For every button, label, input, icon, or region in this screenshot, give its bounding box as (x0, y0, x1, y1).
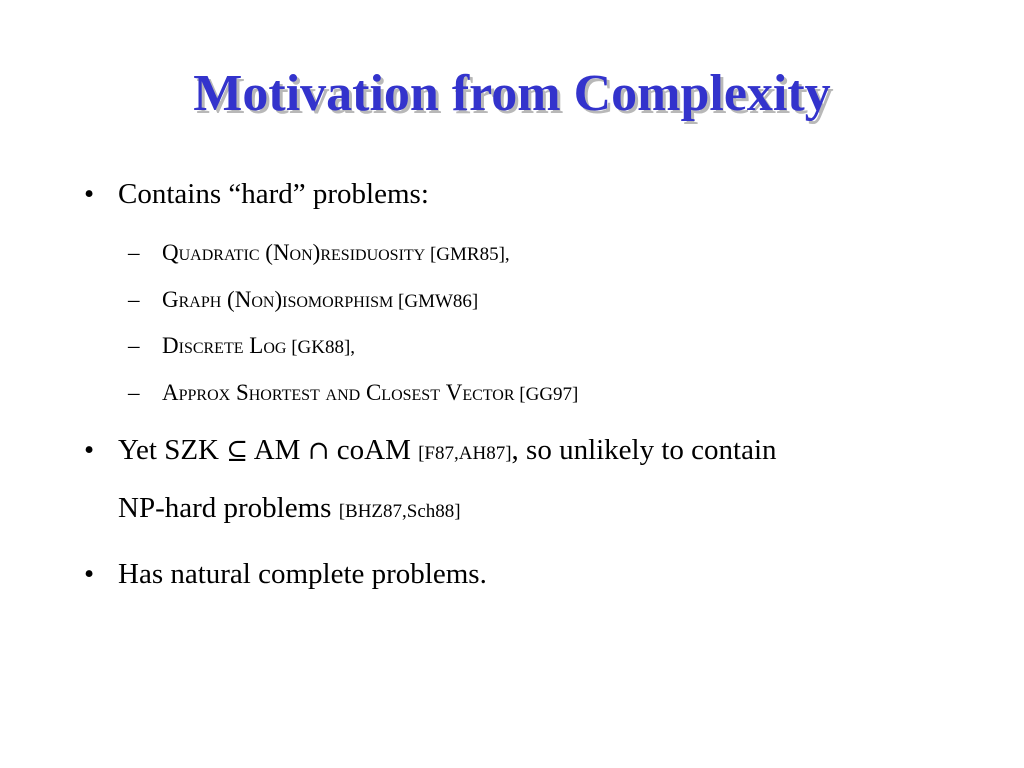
dash-marker: – (128, 287, 140, 312)
sub-item-text: Vector (445, 380, 515, 405)
citation: [GMW86] (393, 291, 479, 312)
citation: [F87,AH87] (418, 443, 512, 464)
sub-item-text: ( (259, 240, 273, 265)
sub-item-text: residuosity (320, 240, 426, 265)
citation: [BHZ87,Sch88] (338, 501, 461, 522)
sub-item-text: Approx (162, 380, 231, 405)
sub-item-approx-vector (162, 381, 578, 404)
sub-item-text: Discrete (162, 333, 244, 358)
bullet-marker: • (84, 434, 95, 466)
bullet-text: AM (248, 434, 308, 466)
bullet-text: coAM (329, 434, 419, 466)
sub-item-text: isomorphism (282, 287, 394, 312)
sub-item-text: Closest (365, 380, 440, 405)
sub-item-text: Quadratic (162, 240, 260, 265)
subset-symbol: ⊆ (226, 436, 249, 466)
sub-item-text: Non (234, 287, 275, 312)
bullet-complete-problems: Has natural complete problems. (118, 558, 487, 590)
sub-item-text: and (325, 380, 361, 405)
bullet-text: NP-hard problems (118, 492, 339, 524)
slide-title: Motivation from Complexity (193, 65, 831, 122)
bullet-text: Yet SZK (118, 434, 227, 466)
sub-item-text: Non (272, 240, 313, 265)
sub-item-graph-isomorphism (162, 288, 478, 311)
citation: [GK88], (286, 337, 356, 358)
bullet-marker: • (84, 558, 95, 590)
dash-marker: – (128, 380, 140, 405)
sub-item-text: ) (312, 240, 321, 265)
intersection-symbol: ∩ (307, 436, 330, 466)
sub-item-text: Shortest (235, 380, 320, 405)
dash-marker: – (128, 240, 140, 265)
bullet-szk-line1 (118, 436, 777, 465)
sub-item-text: ( (221, 287, 235, 312)
citation: [GMR85], (425, 244, 510, 265)
sub-item-text: Log (249, 333, 287, 358)
sub-item-text: Graph (162, 287, 222, 312)
sub-item-quadratic-residuosity (162, 241, 510, 264)
dash-marker: – (128, 333, 140, 358)
sub-item-text: ) (274, 287, 283, 312)
bullet-marker: • (84, 178, 95, 210)
bullet-text: , so unlikely to contain (511, 434, 777, 466)
bullet-szk-line2 (118, 494, 461, 523)
citation: [GG97] (514, 384, 579, 405)
bullet-contains-hard-problems: Contains “hard” problems: (118, 178, 429, 210)
sub-item-discrete-log (162, 334, 355, 357)
